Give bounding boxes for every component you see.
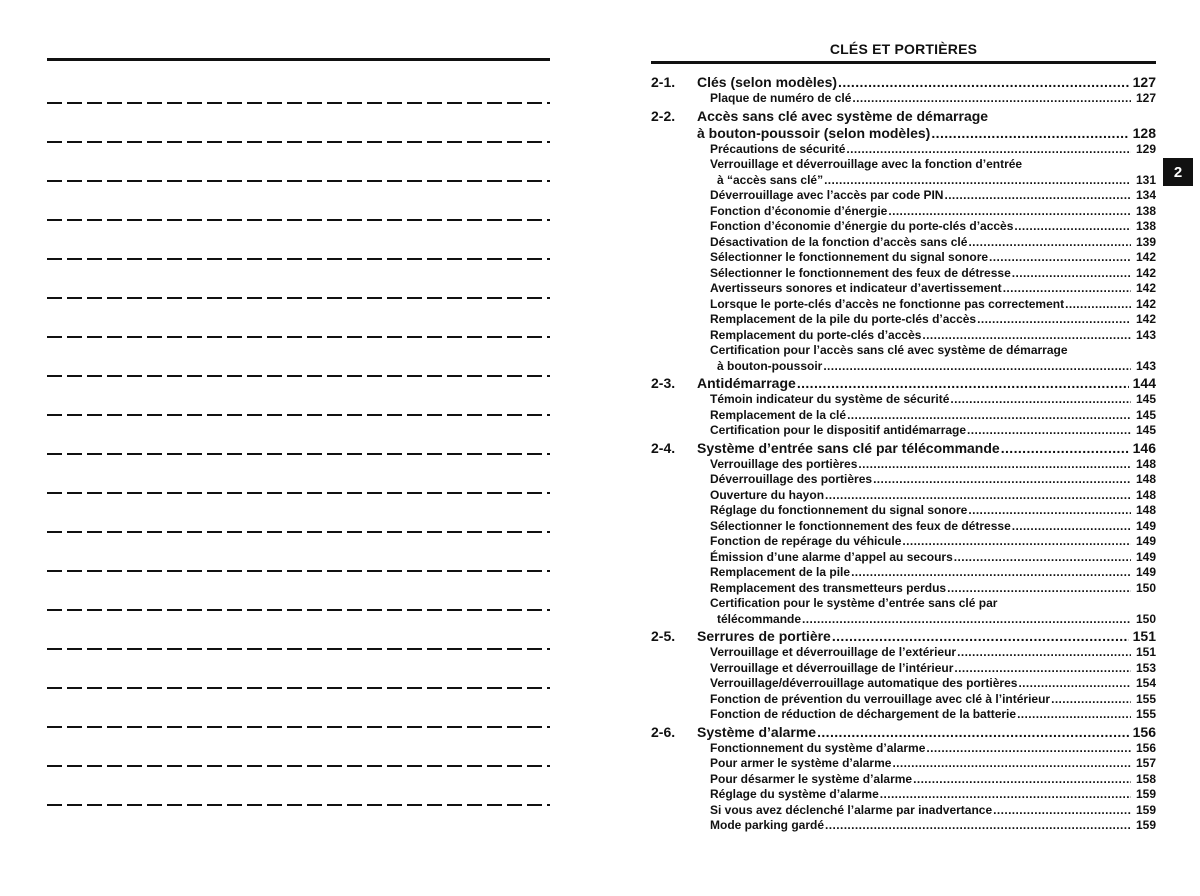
toc-entry-title: Pour armer le système d’alarme (710, 756, 892, 770)
toc-entry-page: 149 (1135, 565, 1156, 579)
toc-entry-title: Verrouillage et déverrouillage de l’extérieur (710, 645, 957, 659)
toc-section-number: 2-5. (651, 628, 676, 644)
toc-entry-title: à “accès sans clé” (717, 172, 824, 187)
toc-entry-title: Remplacement de la clé (710, 407, 847, 422)
toc-entry-page: 145 (1135, 392, 1156, 406)
toc-entry-title: Émission d’une alarme d’appel au secours (710, 549, 953, 564)
toc-section-title: Antidémarrage (697, 375, 796, 391)
note-line (47, 531, 550, 533)
toc-entry-page: 159 (1135, 787, 1156, 801)
toc-leader-dots (1051, 692, 1131, 708)
toc-leader-dots (950, 392, 1131, 408)
toc-entry[interactable] (651, 312, 1156, 328)
note-line (47, 336, 550, 338)
toc-entry-title: Avertisseurs sonores et indicateur d’avertissement (710, 281, 1002, 295)
toc-entry-page: 138 (1135, 203, 1156, 218)
note-line (47, 297, 550, 299)
toc-leader-dots (1012, 266, 1131, 282)
toc-leader-dots (947, 581, 1131, 597)
toc-entry[interactable] (651, 661, 1156, 677)
toc-section-page: 156 (1132, 723, 1156, 740)
toc-leader-dots (824, 173, 1131, 189)
toc-leader-dots (977, 312, 1131, 328)
toc-entry-title: Verrouillage et déverrouillage de l’intérieur (710, 660, 954, 675)
toc-section-page: 144 (1132, 375, 1156, 391)
toc-entry[interactable] (651, 142, 1156, 158)
toc-leader-dots (913, 772, 1131, 788)
toc-entry-title: Réglage du système d’alarme (710, 787, 879, 801)
toc-entry-page: 159 (1135, 818, 1156, 832)
toc-section-number: 2-3. (651, 375, 676, 391)
toc-entry[interactable] (651, 534, 1156, 550)
toc-entry-title: Remplacement des transmetteurs perdus (710, 580, 947, 595)
toc-leader-dots (851, 565, 1131, 581)
toc-leader-dots (888, 204, 1131, 220)
toc-entry[interactable] (651, 219, 1156, 235)
toc-entry-title: Réglage du fonctionnement du signal sonore (710, 503, 968, 517)
toc-entry-page: 155 (1135, 691, 1156, 706)
note-line (47, 414, 550, 416)
toc-entry-page: 148 (1135, 503, 1156, 517)
toc-entry-title: Mode parking gardé (710, 818, 825, 832)
toc-entry-title: Remplacement du porte-clés d’accès (710, 327, 922, 342)
toc-entry-page: 142 (1135, 296, 1156, 311)
table-of-contents (651, 73, 1156, 834)
toc-page (651, 0, 1156, 896)
toc-entry-title: Verrouillage/déverrouillage automatique des portières (710, 676, 1018, 690)
toc-entry-page: 145 (1135, 407, 1156, 422)
toc-section-page: 127 (1132, 74, 1156, 90)
toc-entry-page: 143 (1135, 327, 1156, 342)
toc-entry-title: Plaque de numéro de clé (710, 91, 852, 105)
toc-entry-title: Pour désarmer le système d’alarme (710, 771, 913, 786)
toc-entry[interactable] (651, 392, 1156, 408)
toc-entry[interactable] (651, 188, 1156, 204)
toc-leader-dots (1001, 440, 1129, 457)
toc-leader-dots (1014, 219, 1131, 235)
toc-entry[interactable] (651, 204, 1156, 220)
toc-entry-page: 157 (1135, 756, 1156, 770)
toc-leader-dots (846, 142, 1131, 158)
toc-entry[interactable] (651, 359, 1156, 375)
toc-entry-title: Lorsque le porte-clés d’accès ne fonctionne pas correctement (710, 296, 1065, 311)
toc-entry[interactable] (651, 772, 1156, 788)
toc-entry-page: 159 (1135, 802, 1156, 817)
toc-section (651, 74, 1156, 107)
section-title: CLÉS ET PORTIÈRES (829, 41, 978, 57)
toc-entry-title: Remplacement de la pile du porte-clés d’accès (710, 312, 977, 326)
toc-section-heading[interactable] (651, 440, 1156, 457)
toc-leader-dots (1018, 676, 1131, 692)
toc-entry[interactable] (651, 488, 1156, 504)
toc-entry-title: Fonction d’économie d’énergie (710, 203, 888, 218)
toc-entry-title: Fonction de prévention du verrouillage avec clé à l’intérieur (710, 691, 1051, 706)
toc-section-number: 2-6. (651, 723, 676, 740)
toc-entry[interactable] (651, 707, 1156, 723)
toc-entry[interactable] (651, 472, 1156, 488)
toc-entry-page: 143 (1135, 358, 1156, 373)
toc-entry[interactable] (651, 408, 1156, 424)
toc-entry-title: Verrouillage des portières (710, 456, 858, 471)
toc-section-heading[interactable] (651, 125, 1156, 142)
toc-entry[interactable] (651, 423, 1156, 439)
toc-entry-page: 138 (1135, 219, 1156, 233)
toc-entry-page: 149 (1135, 518, 1156, 533)
toc-entry-title: Déverrouillage avec l’accès par code PIN (710, 188, 944, 202)
toc-section-heading[interactable] (651, 375, 1156, 392)
toc-entry-page: 142 (1135, 265, 1156, 280)
toc-entry-title: Fonction de réduction de déchargement de la batterie (710, 707, 1017, 721)
toc-entry[interactable] (651, 818, 1156, 834)
toc-entry-page: 150 (1135, 611, 1156, 626)
toc-entry-page: 127 (1135, 91, 1156, 105)
toc-section (651, 108, 1156, 375)
toc-section-title: Système d’alarme (697, 723, 817, 740)
toc-entry-title: à bouton-poussoir (717, 358, 823, 373)
toc-entry-page: 148 (1135, 456, 1156, 471)
notes-top-rule (47, 58, 550, 61)
toc-leader-dots (892, 756, 1131, 772)
toc-entry[interactable] (651, 91, 1156, 107)
toc-section-number: 2-2. (651, 107, 676, 124)
toc-leader-dots (989, 250, 1131, 266)
toc-entry[interactable] (651, 266, 1156, 282)
toc-entry-title: télécommande (717, 611, 802, 626)
toc-leader-dots (823, 359, 1131, 375)
toc-entry[interactable] (651, 581, 1156, 597)
toc-entry[interactable] (651, 612, 1156, 628)
toc-entry[interactable] (651, 565, 1156, 581)
note-line (47, 609, 550, 611)
toc-leader-dots (957, 645, 1131, 661)
toc-entry[interactable] (651, 756, 1156, 772)
toc-leader-dots (825, 488, 1131, 504)
toc-section (651, 440, 1156, 628)
toc-entry-line (651, 596, 1156, 612)
toc-entry[interactable] (651, 173, 1156, 189)
toc-leader-dots (902, 534, 1131, 550)
note-line (47, 258, 550, 260)
toc-section-title: à bouton-poussoir (selon modèles) (697, 124, 931, 141)
toc-leader-dots (802, 612, 1131, 628)
toc-entry-title: Remplacement de la pile (710, 565, 851, 579)
toc-leader-dots (1012, 519, 1131, 535)
toc-section-title: Système d’entrée sans clé par télécommande (697, 439, 1000, 456)
toc-entry-page: 129 (1135, 141, 1156, 156)
toc-entry-page: 142 (1135, 312, 1156, 326)
toc-entry-title-line1: Certification pour le système d’entrée sans clé par (710, 596, 998, 610)
toc-entry-page: 131 (1135, 172, 1156, 187)
toc-entry-page: 145 (1135, 423, 1156, 437)
toc-leader-dots (873, 472, 1131, 488)
toc-entry[interactable] (651, 550, 1156, 566)
toc-leader-dots (817, 724, 1129, 741)
toc-entry[interactable] (651, 297, 1156, 313)
toc-entry-title: Si vous avez déclenché l’alarme par inadvertance (710, 802, 993, 817)
toc-entry-page: 149 (1135, 534, 1156, 548)
toc-section-page: 151 (1132, 628, 1156, 644)
toc-leader-dots (931, 125, 1129, 142)
toc-entry[interactable] (651, 741, 1156, 757)
toc-leader-dots (1017, 707, 1131, 723)
toc-leader-dots (1065, 297, 1131, 313)
toc-entry-page: 149 (1135, 549, 1156, 564)
toc-leader-dots (993, 803, 1131, 819)
toc-entry-title: Fonctionnement du système d’alarme (710, 740, 926, 755)
toc-leader-dots (797, 375, 1129, 392)
toc-section-number: 2-4. (651, 439, 676, 456)
toc-entry-line (651, 343, 1156, 359)
toc-section-heading[interactable] (651, 724, 1156, 741)
toc-entry-title: Précautions de sécurité (710, 141, 846, 156)
note-line (47, 570, 550, 572)
toc-entry-page: 155 (1135, 707, 1156, 721)
toc-entry-title: Désactivation de la fonction d’accès sans clé (710, 234, 968, 249)
toc-entry-page: 142 (1135, 281, 1156, 295)
toc-section-page: 146 (1132, 439, 1156, 456)
toc-leader-dots (858, 457, 1131, 473)
note-line (47, 765, 550, 767)
note-line (47, 141, 550, 143)
toc-entry[interactable] (651, 281, 1156, 297)
toc-entry[interactable] (651, 457, 1156, 473)
note-line (47, 219, 550, 221)
toc-entry[interactable] (651, 676, 1156, 692)
toc-entry-page: 148 (1135, 472, 1156, 486)
toc-entry-page: 158 (1135, 771, 1156, 786)
toc-entry[interactable] (651, 645, 1156, 661)
toc-section-title: Clés (selon modèles) (697, 74, 838, 90)
toc-entry-title: Sélectionner le fonctionnement du signal sonore (710, 250, 989, 264)
toc-entry[interactable] (651, 692, 1156, 708)
toc-entry-page: 154 (1135, 676, 1156, 690)
note-line (47, 726, 550, 728)
toc-entry-page: 151 (1135, 645, 1156, 659)
note-line (47, 102, 550, 104)
toc-leader-dots (922, 328, 1131, 344)
toc-entry-title: Certification pour le dispositif antidémarrage (710, 423, 967, 437)
note-line (47, 180, 550, 182)
note-line (47, 375, 550, 377)
toc-entry-page: 156 (1135, 740, 1156, 755)
toc-entry[interactable] (651, 250, 1156, 266)
chapter-tab[interactable]: 2 (1163, 158, 1193, 186)
toc-entry[interactable] (651, 235, 1156, 251)
note-line (47, 453, 550, 455)
toc-entry-title-line1: Certification pour l’accès sans clé avec système de démarrage (710, 343, 1068, 357)
toc-entry[interactable] (651, 803, 1156, 819)
toc-entry-title: Sélectionner le fonctionnement des feux de détresse (710, 265, 1011, 280)
toc-leader-dots (880, 787, 1131, 803)
toc-entry-title: Ouverture du hayon (710, 487, 825, 502)
toc-entry[interactable] (651, 519, 1156, 535)
toc-entry-page: 139 (1135, 234, 1156, 249)
toc-section-title: Serrures de portière (697, 628, 831, 644)
note-line (47, 648, 550, 650)
note-line (47, 687, 550, 689)
toc-entry-page: 148 (1135, 487, 1156, 502)
toc-leader-dots (967, 423, 1131, 439)
toc-entry-title: Sélectionner le fonctionnement des feux de détresse (710, 518, 1011, 533)
toc-entry-page: 134 (1135, 188, 1156, 202)
toc-leader-dots (954, 661, 1131, 677)
toc-leader-dots (954, 550, 1131, 566)
toc-leader-dots (838, 74, 1129, 91)
section-title-rule (651, 61, 1156, 64)
toc-entry[interactable] (651, 787, 1156, 803)
toc-section (651, 724, 1156, 834)
toc-leader-dots (926, 741, 1131, 757)
toc-section-title-line1: Accès sans clé avec système de démarrage (697, 107, 989, 124)
toc-entry-title: Témoin indicateur du système de sécurité (710, 392, 950, 406)
toc-leader-dots (852, 91, 1131, 107)
toc-section-page: 128 (1132, 124, 1156, 141)
toc-section-number: 2-1. (651, 74, 676, 90)
toc-entry-title: Fonction de repérage du véhicule (710, 534, 902, 548)
toc-entry-page: 142 (1135, 250, 1156, 264)
toc-leader-dots (825, 818, 1131, 834)
toc-entry-title-line1: Verrouillage et déverrouillage avec la fonction d’entrée (710, 157, 1023, 171)
toc-section-heading[interactable] (651, 628, 1156, 645)
toc-leader-dots (1003, 281, 1131, 297)
toc-leader-dots (968, 503, 1131, 519)
toc-section (651, 628, 1156, 723)
notes-page (47, 58, 550, 838)
toc-entry-title: Fonction d’économie d’énergie du porte-clés d’accès (710, 219, 1014, 233)
toc-leader-dots (832, 628, 1129, 645)
toc-entry-title: Déverrouillage des portières (710, 472, 873, 486)
toc-entry-page: 150 (1135, 580, 1156, 595)
toc-section-heading-line (651, 108, 1156, 125)
toc-entry[interactable] (651, 503, 1156, 519)
toc-entry-page: 153 (1135, 660, 1156, 675)
toc-leader-dots (847, 408, 1131, 424)
toc-leader-dots (944, 188, 1131, 204)
toc-entry[interactable] (651, 328, 1156, 344)
toc-section-heading[interactable] (651, 74, 1156, 91)
note-line (47, 492, 550, 494)
note-line (47, 804, 550, 806)
toc-section (651, 375, 1156, 439)
toc-leader-dots (968, 235, 1131, 251)
toc-entry-line (651, 157, 1156, 173)
